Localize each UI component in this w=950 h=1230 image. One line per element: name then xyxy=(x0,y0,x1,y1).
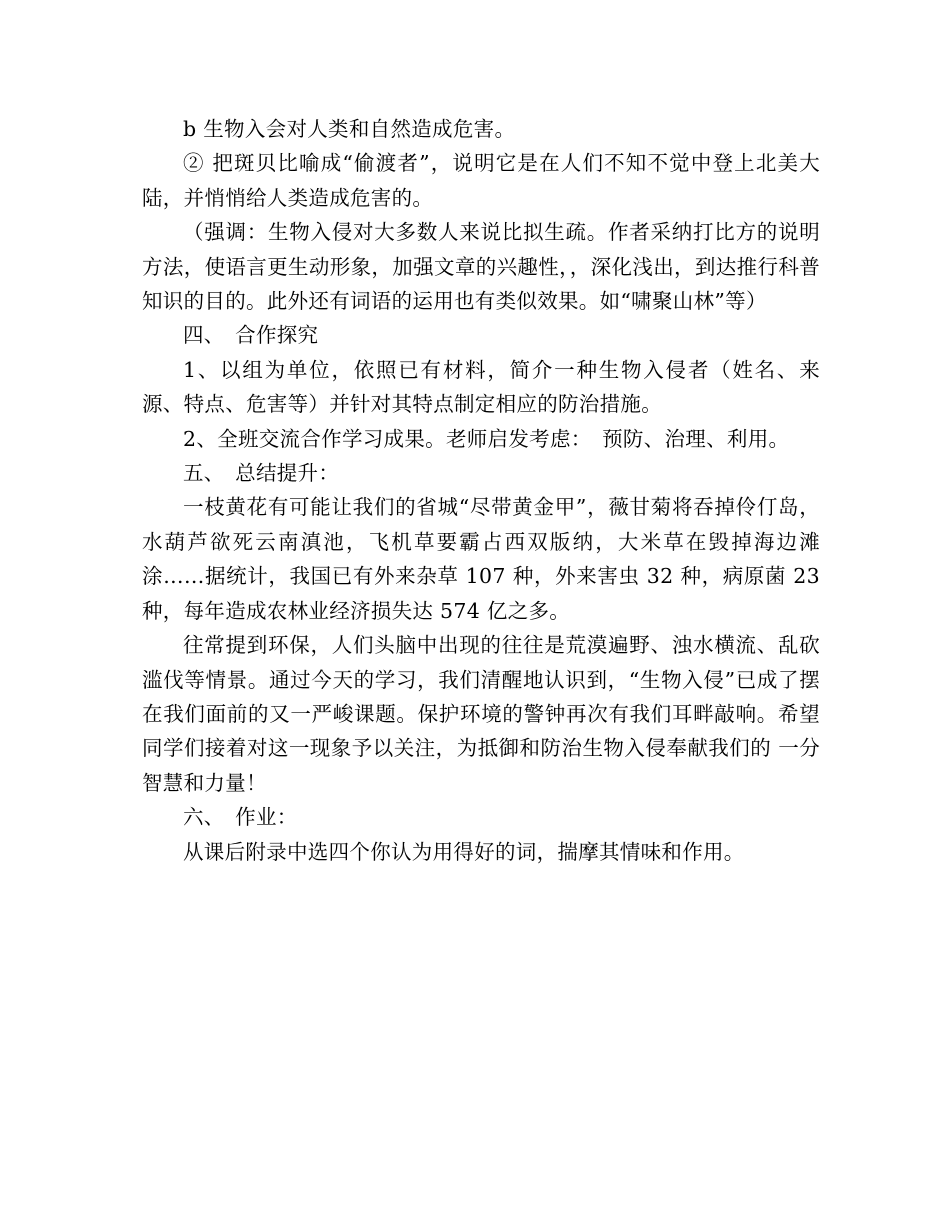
paragraph-group-task: 1、以组为单位，依照已有材料，简介一种生物入侵者（姓名、来源、特点、危害等）并针对其特点制定相应的防治措施。 xyxy=(142,357,820,417)
paragraph-homework-task: 从课后附录中选四个你认为用得好的词，揣摩其情味和作用。 xyxy=(183,839,745,864)
paragraph-invasive-examples: 一枝黄花有可能让我们的省城“尽带黄金甲”，薇甘菊将吞掉伶仃岛，水葫芦欲死云南滇池，飞机草要霸占西双版纳，大米草在毁掉海边滩涂……据统计，我国已有外来杂草 107 种，外来害虫 32 种，病原菌 23 种，每年造成农林业经济损失达 574 亿之多。 xyxy=(142,495,820,623)
paragraph-emphasis-note: （强调：生物入侵对大多数人来说比拟生疏。作者采纳打比方的说明方法，使语言更生动形象，加强文章的兴趣性，，深化浅出，到达推行科普知识的目的。此外还有词语的运用也有类似效果。如“啸聚山林”等） xyxy=(142,220,820,314)
paragraph-environmental-protection: 往常提到环保，人们头脑中出现的往往是荒漠遍野、浊水横流、乱砍滥伐等情景。通过今天的学习，我们清醒地认识到，“生物入侵”已成了摆在我们面前的又一严峻课题。保护环境的警钟再次有我们耳畔敲响。希望同学们接着对这一现象予以关注，为抵御和防治生物入侵奉献我们的 一分智慧和力量！ xyxy=(142,633,820,795)
paragraph-class-exchange: 2、全班交流合作学习成果。老师启发考虑： 预防、治理、利用。 xyxy=(183,426,790,451)
paragraph-zebra-mussel-metaphor: ② 把斑贝比喻成“偷渡者”，说明它是在人们不知不觉中登上北美大陆，并悄悄给人类造成危害的。 xyxy=(142,151,820,210)
paragraph-harm-statement: b 生物入会对人类和自然造成危害。 xyxy=(183,117,516,141)
section-heading-summary: 五、 总结提升： xyxy=(183,461,340,486)
document-body xyxy=(142,112,820,869)
section-heading-cooperative-inquiry: 四、 合作探究 xyxy=(183,323,319,348)
section-heading-homework: 六、 作业： xyxy=(183,805,298,830)
